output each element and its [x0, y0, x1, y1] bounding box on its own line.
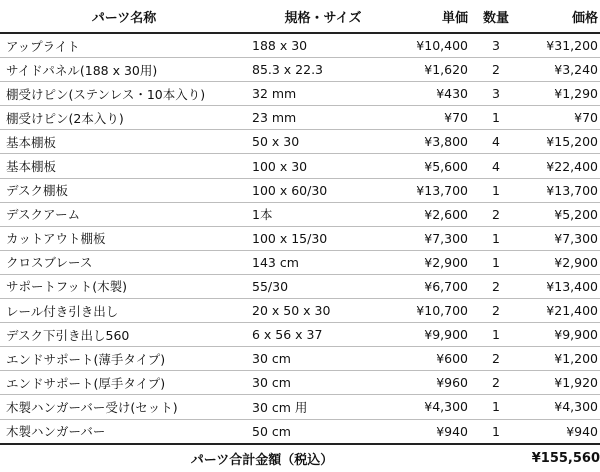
cell-spec: 32 mm — [248, 82, 398, 106]
cell-spec: 20 x 50 x 30 — [248, 299, 398, 323]
cell-spec: 143 cm — [248, 250, 398, 274]
cell-unit-price: ¥10,700 — [398, 299, 468, 323]
table-row — [0, 106, 600, 130]
cell-unit-price: ¥5,600 — [398, 154, 468, 178]
table-row — [0, 395, 600, 419]
cell-spec: 23 mm — [248, 106, 398, 130]
cell-price: ¥7,300 — [524, 226, 600, 250]
cell-spec: 30 cm — [248, 347, 398, 371]
cell-unit-price: ¥9,900 — [398, 323, 468, 347]
cell-part-name: サポートフット(木製) — [0, 274, 248, 298]
table-row — [0, 82, 600, 106]
cell-quantity: 3 — [468, 82, 524, 106]
cell-part-name: サイドパネル(188 x 30用) — [0, 58, 248, 82]
header-unit-price: 単価 — [398, 0, 468, 33]
header-spec: 規格・サイズ — [248, 0, 398, 33]
cell-unit-price: ¥10,400 — [398, 33, 468, 58]
total-row — [0, 444, 600, 472]
cell-unit-price: ¥4,300 — [398, 395, 468, 419]
cell-price: ¥13,700 — [524, 178, 600, 202]
cell-price: ¥940 — [524, 419, 600, 444]
cell-spec: 85.3 x 22.3 — [248, 58, 398, 82]
cell-unit-price: ¥940 — [398, 419, 468, 444]
cell-quantity: 4 — [468, 154, 524, 178]
table-row — [0, 371, 600, 395]
cell-unit-price: ¥2,900 — [398, 250, 468, 274]
cell-spec: 100 x 30 — [248, 154, 398, 178]
cell-spec: 1本 — [248, 202, 398, 226]
table-row — [0, 58, 600, 82]
table-header — [0, 0, 600, 33]
header-price: 価格 — [524, 0, 600, 33]
table-row — [0, 299, 600, 323]
table-row — [0, 250, 600, 274]
cell-price: ¥2,900 — [524, 250, 600, 274]
table-footer — [0, 444, 600, 472]
table-row — [0, 347, 600, 371]
cell-part-name: カットアウト棚板 — [0, 226, 248, 250]
table-row — [0, 154, 600, 178]
cell-quantity: 2 — [468, 202, 524, 226]
cell-quantity: 1 — [468, 178, 524, 202]
cell-unit-price: ¥3,800 — [398, 130, 468, 154]
cell-part-name: 棚受けピン(ステンレス・10本入り) — [0, 82, 248, 106]
cell-quantity: 3 — [468, 33, 524, 58]
cell-part-name: 棚受けピン(2本入り) — [0, 106, 248, 130]
cell-unit-price: ¥13,700 — [398, 178, 468, 202]
cell-spec: 6 x 56 x 37 — [248, 323, 398, 347]
cell-spec: 100 x 15/30 — [248, 226, 398, 250]
cell-unit-price: ¥1,620 — [398, 58, 468, 82]
cell-spec: 55/30 — [248, 274, 398, 298]
cell-price: ¥13,400 — [524, 274, 600, 298]
cell-price: ¥5,200 — [524, 202, 600, 226]
cell-part-name: アップライト — [0, 33, 248, 58]
cell-quantity: 1 — [468, 226, 524, 250]
cell-unit-price: ¥6,700 — [398, 274, 468, 298]
cell-unit-price: ¥7,300 — [398, 226, 468, 250]
cell-quantity: 1 — [468, 395, 524, 419]
cell-spec: 50 cm — [248, 419, 398, 444]
total-value: ¥155,560 — [531, 450, 600, 466]
cell-quantity: 2 — [468, 299, 524, 323]
cell-spec: 30 cm 用 — [248, 395, 398, 419]
cell-part-name: 木製ハンガーバー受け(セット) — [0, 395, 248, 419]
cell-quantity: 1 — [468, 106, 524, 130]
cell-spec: 100 x 60/30 — [248, 178, 398, 202]
cell-quantity: 2 — [468, 347, 524, 371]
cell-price: ¥22,400 — [524, 154, 600, 178]
cell-spec: 50 x 30 — [248, 130, 398, 154]
table-row — [0, 178, 600, 202]
table-row — [0, 226, 600, 250]
cell-unit-price: ¥2,600 — [398, 202, 468, 226]
cell-unit-price: ¥600 — [398, 347, 468, 371]
header-row — [0, 0, 600, 33]
cell-quantity: 2 — [468, 274, 524, 298]
cell-part-name: クロスブレース — [0, 250, 248, 274]
table-row — [0, 274, 600, 298]
cell-price: ¥31,200 — [524, 33, 600, 58]
cell-unit-price: ¥70 — [398, 106, 468, 130]
cell-price: ¥1,920 — [524, 371, 600, 395]
cell-part-name: デスク棚板 — [0, 178, 248, 202]
cell-quantity: 4 — [468, 130, 524, 154]
cell-price: ¥21,400 — [524, 299, 600, 323]
cell-unit-price: ¥430 — [398, 82, 468, 106]
cell-price: ¥1,200 — [524, 347, 600, 371]
cell-quantity: 1 — [468, 250, 524, 274]
cell-part-name: エンドサポート(厚手タイプ) — [0, 371, 248, 395]
cell-part-name: 木製ハンガーバー — [0, 419, 248, 444]
cell-unit-price: ¥960 — [398, 371, 468, 395]
table-body — [0, 33, 600, 444]
table-row — [0, 323, 600, 347]
cell-price: ¥1,290 — [524, 82, 600, 106]
header-quantity: 数量 — [468, 0, 524, 33]
cell-part-name: レール付き引き出し — [0, 299, 248, 323]
cell-part-name: 基本棚板 — [0, 154, 248, 178]
table-row — [0, 202, 600, 226]
cell-quantity: 2 — [468, 371, 524, 395]
cell-spec: 188 x 30 — [248, 33, 398, 58]
table-row — [0, 33, 600, 58]
table-row — [0, 130, 600, 154]
cell-part-name: デスク下引き出し560 — [0, 323, 248, 347]
total-label: パーツ合計金額（税込） — [190, 452, 334, 468]
cell-price: ¥15,200 — [524, 130, 600, 154]
cell-part-name: エンドサポート(薄手タイプ) — [0, 347, 248, 371]
cell-price: ¥70 — [524, 106, 600, 130]
header-part-name: パーツ名称 — [0, 0, 248, 33]
cell-quantity: 2 — [468, 58, 524, 82]
cell-part-name: デスクアーム — [0, 202, 248, 226]
cell-price: ¥3,240 — [524, 58, 600, 82]
cell-spec: 30 cm — [248, 371, 398, 395]
cell-price: ¥4,300 — [524, 395, 600, 419]
cell-part-name: 基本棚板 — [0, 130, 248, 154]
cell-price: ¥9,900 — [524, 323, 600, 347]
cell-quantity: 1 — [468, 419, 524, 444]
cell-quantity: 1 — [468, 323, 524, 347]
table-row — [0, 419, 600, 444]
